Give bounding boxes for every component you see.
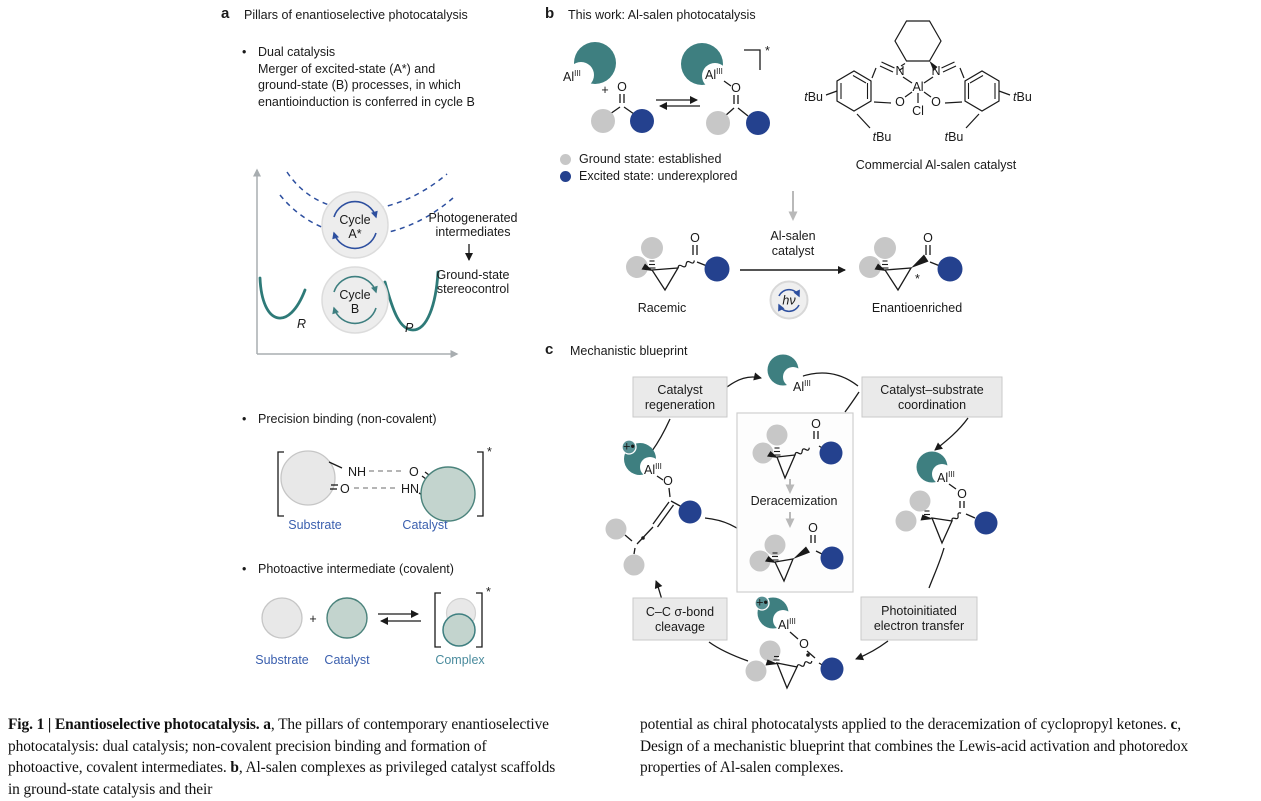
bond	[949, 484, 956, 489]
radical-cation-label: +•	[623, 439, 635, 454]
al-catalyst-crescent-icon	[681, 43, 728, 89]
photoactive-diagram	[250, 583, 518, 678]
bond	[874, 102, 891, 103]
deracemization-reaction	[560, 185, 1030, 325]
bracket-corner	[744, 50, 760, 70]
bond	[658, 505, 674, 527]
bullet-photoactive	[242, 561, 532, 578]
catalyst-circle	[421, 467, 475, 521]
hv-label: hν	[782, 293, 796, 308]
bond	[826, 91, 837, 95]
dual-catalysis-title: Dual catalysis	[258, 45, 336, 59]
binding-diagram	[265, 440, 515, 540]
gray-sphere	[746, 661, 767, 682]
nh-label: NH	[348, 465, 367, 479]
caption-segment: Fig. 1 | Enantioselective photocatalysis. a	[8, 716, 271, 733]
bond	[669, 488, 670, 497]
tbu-group: tBu	[804, 90, 823, 104]
panel-a-label: a	[221, 5, 230, 22]
racemic-molecule	[626, 231, 730, 290]
carbonyl-o: O	[808, 521, 818, 535]
panel-c-title: Mechanistic blueprint	[570, 344, 688, 358]
p-well-label: P	[405, 321, 414, 335]
ground-state-curve-left	[260, 278, 305, 318]
photoactive-title: Photoactive intermediate (covalent)	[258, 562, 454, 576]
cyclopropane-ring	[932, 518, 952, 543]
figure-caption-right	[640, 714, 1220, 779]
al-label: $Al^{III}$	[793, 379, 811, 394]
excited-state-dot-icon	[560, 171, 571, 182]
stereocenter-asterisk: *	[915, 272, 920, 286]
blue-sphere	[821, 658, 844, 681]
n-atom: N	[931, 64, 941, 78]
substrate-label: Substrate	[255, 653, 309, 667]
racemic-label: Racemic	[637, 301, 687, 315]
hn-label: HN	[401, 482, 420, 496]
benzene-ring	[965, 71, 999, 111]
mechanistic-cycle	[590, 355, 1010, 700]
condition-label: Al-salen	[770, 229, 816, 243]
ground-state-sphere	[591, 109, 615, 133]
blue-sphere	[679, 501, 702, 524]
benzene-ring	[837, 71, 871, 111]
legend-item	[560, 151, 737, 168]
ketyl-o: O	[799, 637, 809, 651]
step-label: coordination	[897, 398, 967, 412]
bond	[653, 502, 669, 524]
al-atom: Al	[912, 80, 924, 94]
cycle-arrow	[656, 581, 662, 600]
r-well-label: R	[297, 317, 307, 331]
cycle-arrow	[856, 641, 888, 659]
gray-sphere	[641, 237, 663, 259]
gray-sphere	[606, 519, 627, 540]
enantioenriched-molecule	[859, 231, 963, 290]
blue-sphere	[975, 512, 998, 535]
cycle-arrow	[727, 377, 761, 387]
right-bracket	[477, 452, 483, 516]
tbu-group: tBu	[1013, 90, 1032, 104]
bond	[903, 77, 912, 83]
gray-sphere	[767, 425, 788, 446]
bond	[966, 114, 979, 128]
gray-sphere	[624, 555, 645, 576]
plus-sign: +	[309, 612, 317, 626]
bullet-dual-catalysis	[242, 44, 532, 110]
asterisk: *	[765, 44, 770, 58]
o-atom: O	[895, 95, 905, 109]
bullet-icon: •	[242, 562, 247, 576]
bond	[924, 77, 933, 83]
bond	[790, 632, 798, 639]
precision-binding-title: Precision binding (non-covalent)	[258, 412, 437, 426]
tbu-group: tBu	[944, 130, 964, 144]
n-atom: N	[895, 64, 905, 78]
wedge-bond	[911, 255, 929, 269]
al-salen-structure	[790, 15, 1090, 165]
cl-atom: Cl	[912, 104, 924, 118]
panel-c-label: c	[545, 341, 554, 358]
bond	[657, 476, 663, 480]
catalyst-substrate-complex	[896, 452, 998, 544]
left-bracket	[435, 593, 441, 647]
aromatic-bonds	[969, 76, 996, 100]
panel-b-title: This work: Al-salen photocatalysis	[568, 8, 756, 22]
complex-catalyst-circle	[443, 614, 475, 646]
carbonyl-o: O	[731, 81, 741, 95]
bond	[634, 548, 635, 554]
step-label: C–C σ-bond	[645, 605, 715, 619]
hash-stereo-bond	[649, 261, 656, 268]
cyclohexane-ring	[895, 21, 941, 61]
bond	[624, 107, 634, 114]
catalyst-label: Catalyst	[324, 653, 370, 667]
cycle-arrow	[652, 419, 670, 451]
ground-state-sphere	[706, 111, 730, 135]
catalyst-label: Catalyst	[402, 518, 448, 532]
ground-state-label: Ground-state	[436, 268, 510, 282]
caption-segment: , Al-salen complexes as privileged catalyst scaffolds in ground-state catalysis and their	[8, 759, 556, 798]
al-label: $Al^{III}$	[705, 67, 723, 82]
cyclopropane-ring	[777, 663, 797, 688]
cycle-b-text: B	[350, 302, 360, 316]
cycle-arrow	[709, 642, 748, 661]
right-bracket	[476, 593, 482, 647]
bond	[738, 108, 748, 116]
substrate-label: Substrate	[288, 518, 342, 532]
cycle-arrow	[845, 392, 859, 412]
ketyl-radical-complex	[746, 596, 844, 689]
enolate-o: O	[663, 474, 673, 488]
blue-sphere	[938, 257, 963, 282]
carbonyl-o: O	[923, 231, 933, 245]
bond	[625, 535, 632, 541]
step-label: electron transfer	[873, 619, 965, 633]
dual-catalysis-line: Merger of excited-state (A*) and	[258, 61, 436, 76]
bond	[999, 91, 1010, 95]
bond	[960, 68, 964, 78]
o-label: O	[409, 465, 419, 479]
al-label: $Al^{III}$	[563, 69, 581, 84]
legend-label: Excited state: underexplored	[579, 169, 738, 183]
legend-item	[560, 168, 737, 185]
hash-stereo-bond	[882, 261, 889, 268]
bond	[857, 114, 870, 128]
gray-sphere	[765, 535, 786, 556]
step-label: Photoinitiated	[881, 604, 957, 618]
state-legend	[560, 151, 737, 185]
al-coordination-scheme	[550, 30, 790, 148]
step-label: Catalyst	[657, 383, 703, 397]
carbonyl-o: O	[617, 80, 627, 94]
bullet-icon: •	[242, 45, 247, 59]
bullet-icon: •	[242, 412, 247, 426]
bond	[945, 102, 962, 103]
substrate-circle	[262, 598, 302, 638]
structure-caption: Commercial Al-salen catalyst	[855, 158, 1017, 172]
asterisk: *	[487, 445, 492, 459]
dual-catalysis-line: ground-state (B) processes, in which	[258, 78, 461, 92]
ring-opened-radical-intermediate	[606, 440, 702, 576]
bond	[637, 527, 653, 544]
blue-sphere	[820, 442, 843, 465]
complex-label: Complex	[435, 653, 485, 667]
dual-cycle-diagram	[235, 160, 535, 392]
bond	[905, 92, 912, 97]
carbonyl-o: O	[957, 487, 967, 501]
step-label: regeneration	[644, 398, 716, 412]
o-label: O	[340, 482, 350, 496]
panel-b-label: b	[545, 5, 555, 22]
al-label: $Al^{III}$	[778, 617, 796, 632]
step-label: Catalyst–substrate	[880, 383, 984, 397]
caption-segment: , Design of a mechanistic blueprint that combines the Lewis-acid activation and photoredox properties of Al-salen complexes.	[640, 716, 1189, 776]
cycle-arrow	[929, 548, 944, 588]
caption-segment: c	[1170, 716, 1178, 733]
tbu-group: tBu	[872, 130, 892, 144]
al-catalyst-crescent-icon	[568, 42, 616, 88]
gray-sphere	[896, 511, 917, 532]
substrate-circle	[281, 451, 335, 505]
gray-sphere	[760, 641, 781, 662]
figure-caption-left	[8, 714, 564, 800]
plus-sign: +	[601, 83, 609, 97]
radical-cation-label: +•	[756, 595, 768, 610]
excited-state-sphere	[630, 109, 654, 133]
photogenerated-label: Photogenerated	[428, 211, 518, 225]
cycle-a-text: A*	[348, 227, 362, 241]
cyclopropane-ring	[652, 268, 678, 290]
bond	[872, 68, 876, 78]
blue-sphere	[821, 547, 844, 570]
blue-sphere	[705, 257, 730, 282]
cycle-arrow	[935, 418, 968, 450]
radical-dot	[641, 536, 645, 540]
caption-segment: potential as chiral photocatalysts applied to the deracemization of cyclopropyl ketones.	[640, 716, 1171, 733]
ground-state-dot-icon	[560, 154, 571, 165]
cycle-b-text: Cycle	[339, 288, 371, 302]
o-atom: O	[931, 95, 941, 109]
deracemization-label: Deracemization	[750, 494, 838, 508]
cyclopropane-ring	[885, 268, 911, 290]
caption-segment: , The pillars of contemporary enantioselective photocatalysis: dual catalysis; non-covalent precision binding and formation of photoactive, covalent intermediates.	[8, 716, 549, 776]
gray-sphere	[910, 491, 931, 512]
ground-state-label: stereocontrol	[436, 282, 510, 296]
asterisk: *	[486, 585, 491, 599]
carbonyl-o: O	[690, 231, 700, 245]
photogenerated-label: intermediates	[435, 225, 511, 239]
legend-label: Ground state: established	[579, 152, 722, 166]
al-label: $Al^{III}$	[937, 470, 955, 485]
carbonyl-o: O	[811, 417, 821, 431]
bond	[924, 92, 931, 97]
catalyst-circle	[327, 598, 367, 638]
hv-photocycle-icon	[771, 282, 808, 319]
panel-a-title: Pillars of enantioselective photocatalysis	[244, 8, 468, 22]
wavy-bond	[796, 660, 812, 669]
excited-state-sphere	[746, 111, 770, 135]
dual-catalysis-line: enantioinduction is conferred in cycle B	[258, 94, 475, 109]
wavy-bond	[677, 259, 695, 270]
bullet-precision-binding	[242, 411, 532, 428]
al-label: $Al^{III}$	[644, 462, 662, 477]
enantioenriched-label: Enantioenriched	[871, 301, 963, 315]
condition-label: catalyst	[771, 244, 815, 258]
step-label: cleavage	[654, 620, 706, 634]
bond	[966, 514, 975, 518]
caption-segment: b	[230, 759, 239, 776]
aromatic-bonds	[841, 76, 868, 100]
gray-sphere	[874, 237, 896, 259]
cycle-a-text: Cycle	[339, 213, 371, 227]
